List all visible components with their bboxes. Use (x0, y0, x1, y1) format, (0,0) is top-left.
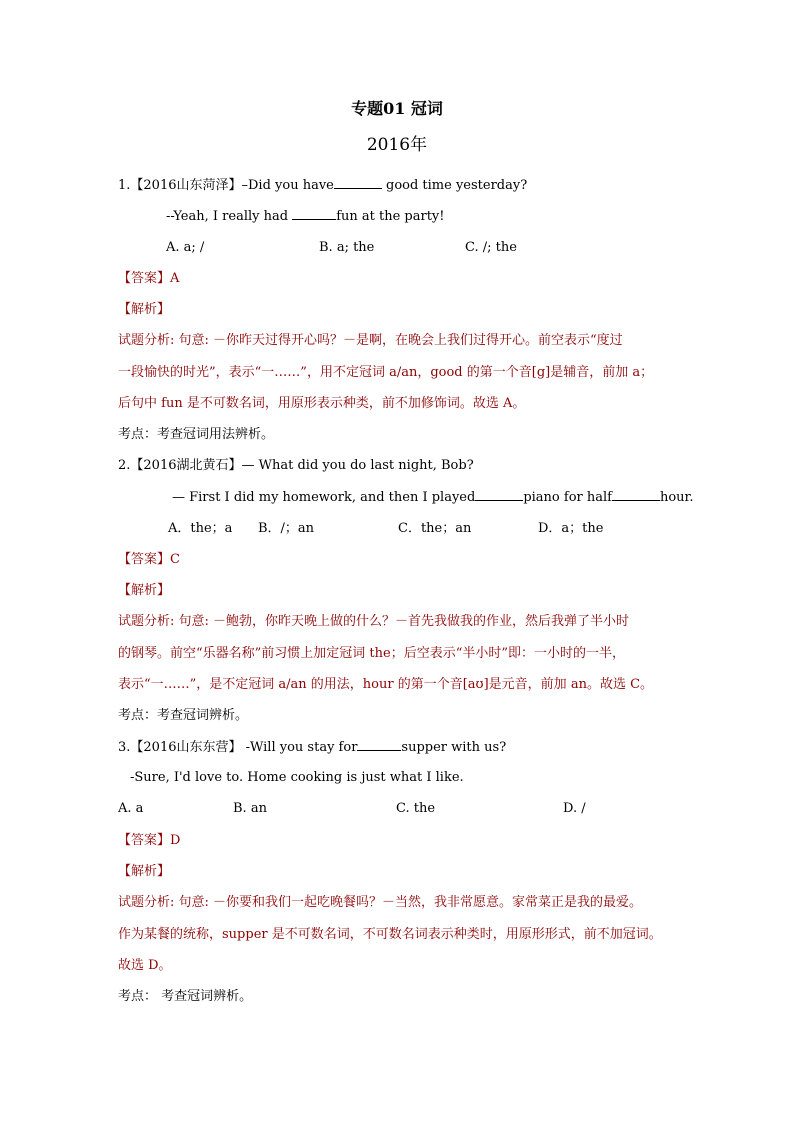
q2-blank-1 (475, 488, 523, 501)
q2-line2-mid: piano for half (523, 490, 612, 505)
q1-analysis-line-1: 试题分析: 句意: －你昨天过得开心吗？－是啊，在晚会上我们过得开心。前空表示“度过 (118, 333, 623, 348)
q1-option-a: A. a; / (166, 240, 205, 255)
q3-stem-prefix: 3.【2016山东东营】 -Will you stay for (118, 740, 358, 755)
q2-analysis-label: 【解析】 (118, 583, 171, 598)
q1-kaodian: 考点：考查冠词用法辨析。 (118, 427, 275, 442)
q1-blank-2 (292, 207, 336, 220)
q2-option-d: D．a；the (538, 521, 604, 536)
q3-kaodian: 考点： 考查冠词辨析。 (118, 989, 253, 1004)
q2-answer-label: 【答案】 (118, 552, 171, 567)
q3-line2: -Sure, I'd love to. Home cooking is just what I like. (130, 770, 464, 785)
q1-analysis-label: 【解析】 (118, 302, 171, 317)
q2-blank-2 (612, 488, 660, 501)
q2-option-a: A．the；a (168, 521, 233, 536)
q1-answer-label: 【答案】 (118, 271, 171, 286)
q1-option-c: C. /; the (465, 240, 517, 255)
q2-line2 (172, 488, 693, 507)
document-year: 2016年 (366, 135, 428, 155)
q1-analysis-line-2: 一段愉快的时光”，表示“一……”，用不定冠词 a/an，good 的第一个音[g]是辅音，前加 a； (118, 365, 654, 380)
q3-answer (118, 832, 180, 850)
q3-blank-1 (357, 738, 401, 751)
q2-analysis-line-2: 的钢琴。前空“乐器名称”前习惯上加定冠词 the；后空表示“半小时”即：一小时的一半， (118, 646, 626, 661)
q2-stem: 2.【2016湖北黄石】— What did you do last night, Bob? (118, 458, 474, 473)
q3-option-a: A. a (118, 801, 144, 816)
q1-stem (118, 176, 527, 195)
q1-answer-value: A (170, 271, 180, 286)
q2-answer-value: C (170, 552, 180, 567)
q3-option-b: B. an (233, 801, 267, 816)
q3-analysis-line-3: 故选 D。 (118, 958, 172, 973)
q3-stem-suffix: supper with us? (401, 740, 507, 755)
q3-option-d: D. / (563, 801, 586, 816)
q1-analysis-line-3: 后句中 fun 是不可数名词，用原形表示种类，前不加修饰词。故选 A。 (118, 396, 526, 411)
q2-option-b: B．/；an (258, 521, 315, 536)
q1-line2-suffix: fun at the party! (336, 209, 445, 224)
q2-analysis-line-3: 表示“一……”，是不定冠词 a/an 的用法，hour 的第一个音[aʊ]是元音，前加 an。故选 C。 (118, 677, 654, 692)
q1-option-b: B. a; the (319, 240, 375, 255)
q1-answer (118, 270, 179, 288)
q2-line2-suffix: hour. (659, 490, 694, 505)
q2-answer (118, 551, 180, 569)
q3-analysis-line-2: 作为某餐的统称，supper 是不可数名词，不可数名词表示种类时，用原形形式，前不加冠词。 (118, 927, 662, 942)
q3-stem (118, 738, 506, 757)
q1-stem-suffix: good time yesterday? (381, 178, 528, 193)
q2-analysis-line-1: 试题分析: 句意: －鲍勃，你昨天晚上做的什么？－首先我做我的作业，然后我弹了半小时 (118, 614, 630, 629)
q2-line2-prefix: — First I did my homework, and then I played (172, 490, 476, 505)
q1-line2-prefix: --Yeah, I really had (166, 209, 293, 224)
document-title: 专题01 冠词 (351, 99, 443, 118)
q3-analysis-line-1: 试题分析: 句意: －你要和我们一起吃晚餐吗？－当然，我非常愿意。家常菜正是我的最爱。 (118, 895, 643, 910)
q1-line2 (166, 207, 445, 226)
q2-kaodian: 考点：考查冠词辨析。 (118, 708, 249, 723)
q3-answer-label: 【答案】 (118, 833, 171, 848)
q1-stem-prefix: 1.【2016山东菏泽】–Did you have (118, 178, 334, 193)
q3-answer-value: D (170, 833, 181, 848)
q1-blank-1 (334, 176, 382, 189)
q3-analysis-label: 【解析】 (118, 864, 171, 879)
q2-option-c: C．the；an (398, 521, 472, 536)
q3-option-c: C. the (396, 801, 436, 816)
